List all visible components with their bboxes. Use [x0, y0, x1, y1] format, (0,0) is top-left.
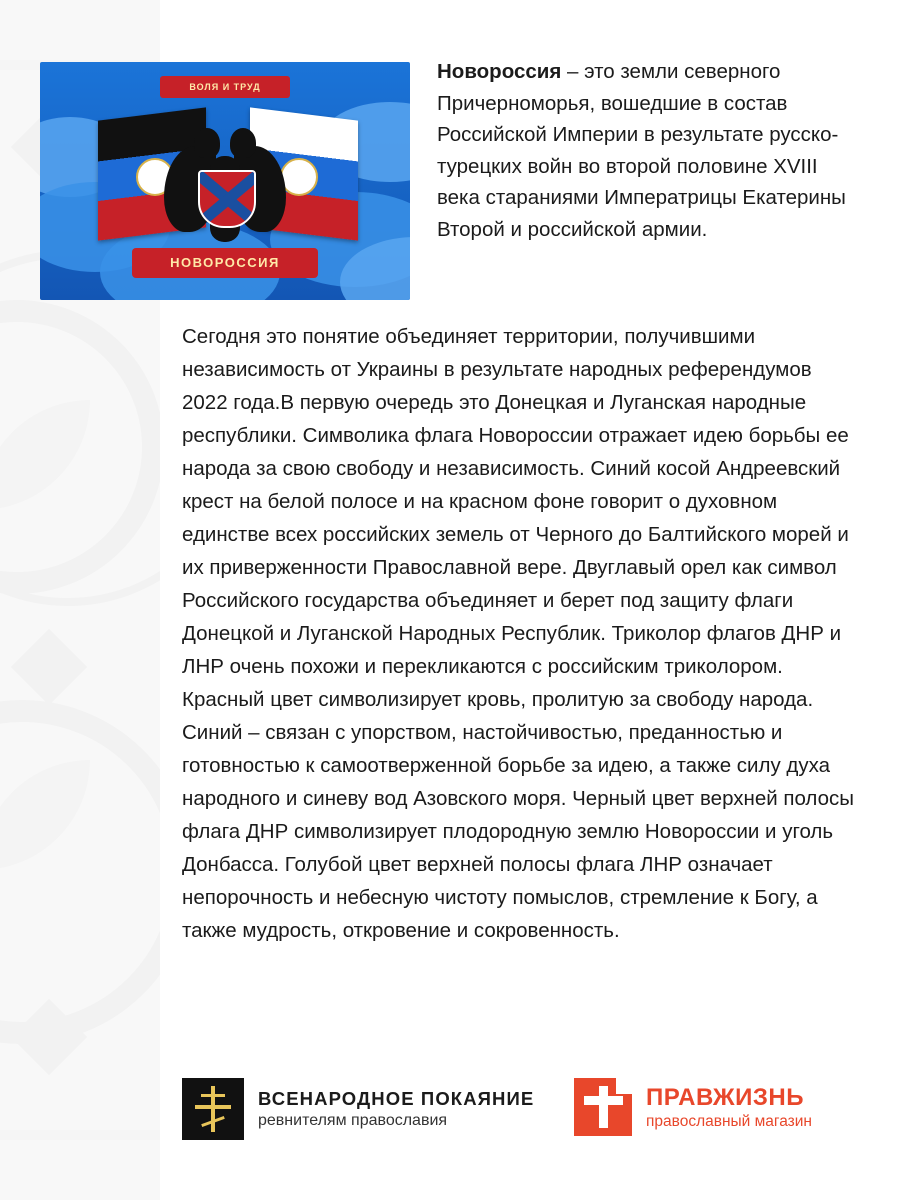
- orthodox-cross-icon: [182, 1078, 244, 1140]
- cross-mark-icon: [574, 1078, 632, 1136]
- footer-logos: [182, 1078, 858, 1158]
- intro-text: – это земли северного Причерноморья, вошедшие в состав Российской Империи в результате русско-турецких войн во второй половине XVIII века стараниями Императрицы Екатерины Второй и российской армии.: [437, 60, 846, 241]
- ornament-bar: [0, 1130, 160, 1140]
- ornament-ring: [0, 250, 160, 606]
- eagle-head: [230, 128, 256, 158]
- logo-pravzhizn[interactable]: [574, 1078, 812, 1136]
- ornament-petal: [0, 760, 90, 870]
- ornament-diamond: [11, 629, 87, 705]
- ornament-petal: [0, 400, 90, 510]
- saint-andrew-cross-shield: [198, 170, 256, 228]
- left-logo-subtitle: ревнителям православия: [258, 1112, 448, 1129]
- intro-lead-term: Новороссия: [437, 60, 562, 83]
- intro-paragraph: [437, 56, 857, 245]
- left-logo-title: ВСЕНАРОДНОЕ ПОКАЯНИЕ: [258, 1088, 535, 1109]
- right-logo-subtitle: православный магазин: [646, 1112, 812, 1130]
- eagle-head: [194, 128, 220, 158]
- ribbon-bottom: НОВОРОССИЯ: [132, 248, 318, 278]
- cross-stem: [211, 1086, 215, 1132]
- ornament-ring: [0, 700, 160, 1044]
- logo-vsenarodnoe-pokayanie[interactable]: [182, 1078, 534, 1140]
- mark-vertical: [599, 1086, 608, 1128]
- ribbon-top: ВОЛЯ И ТРУД: [160, 76, 290, 98]
- ornament-diamond: [11, 999, 87, 1075]
- ornament-ring: [0, 300, 160, 594]
- body-paragraph: Сегодня это понятие объединяет территории, получившими независимость от Украины в результате народных референдумов 2022 года.В первую очередь это Донецкая и Луганская народные республики. Символика флага Новороссии отражает идею борьбы ее народа за свою свободу и независимость. Синий косой Андреевский крест на белой полосе и на красном фоне говорит о духовном единстве всех российских земель от Черного до Балтийского морей и их приверженности Православной вере. Двуглавый орел как символ Российского государства объединяет и берет под защиту флаги Донецкой и Луганской Народных Республик. Триколор флагов ДНР и ЛНР очень похожи и перекликаются с российским триколором. Красный цвет символизирует кровь, пролитую за свободу народа. Синий – связан с упорством, настойчивостью, преданностью и готовностью к самоотверженной борьбе за идею, а также силу духа народного и синеву вод Азовского моря. Черный цвет верхней полосы флага ДНР символизирует плодородную землю Новороссии и уголь Донбасса. Голубой цвет верхней полосы флага ЛНР означает непорочность и небесную чистоту помыслов, стремление к Богу, а также мудрость, откровение и сокровенность.: [182, 325, 854, 942]
- novorossiya-emblem-image: [40, 62, 410, 300]
- right-logo-title: ПРАВЖИЗНЬ: [646, 1083, 804, 1111]
- mark-notch: [616, 1078, 632, 1094]
